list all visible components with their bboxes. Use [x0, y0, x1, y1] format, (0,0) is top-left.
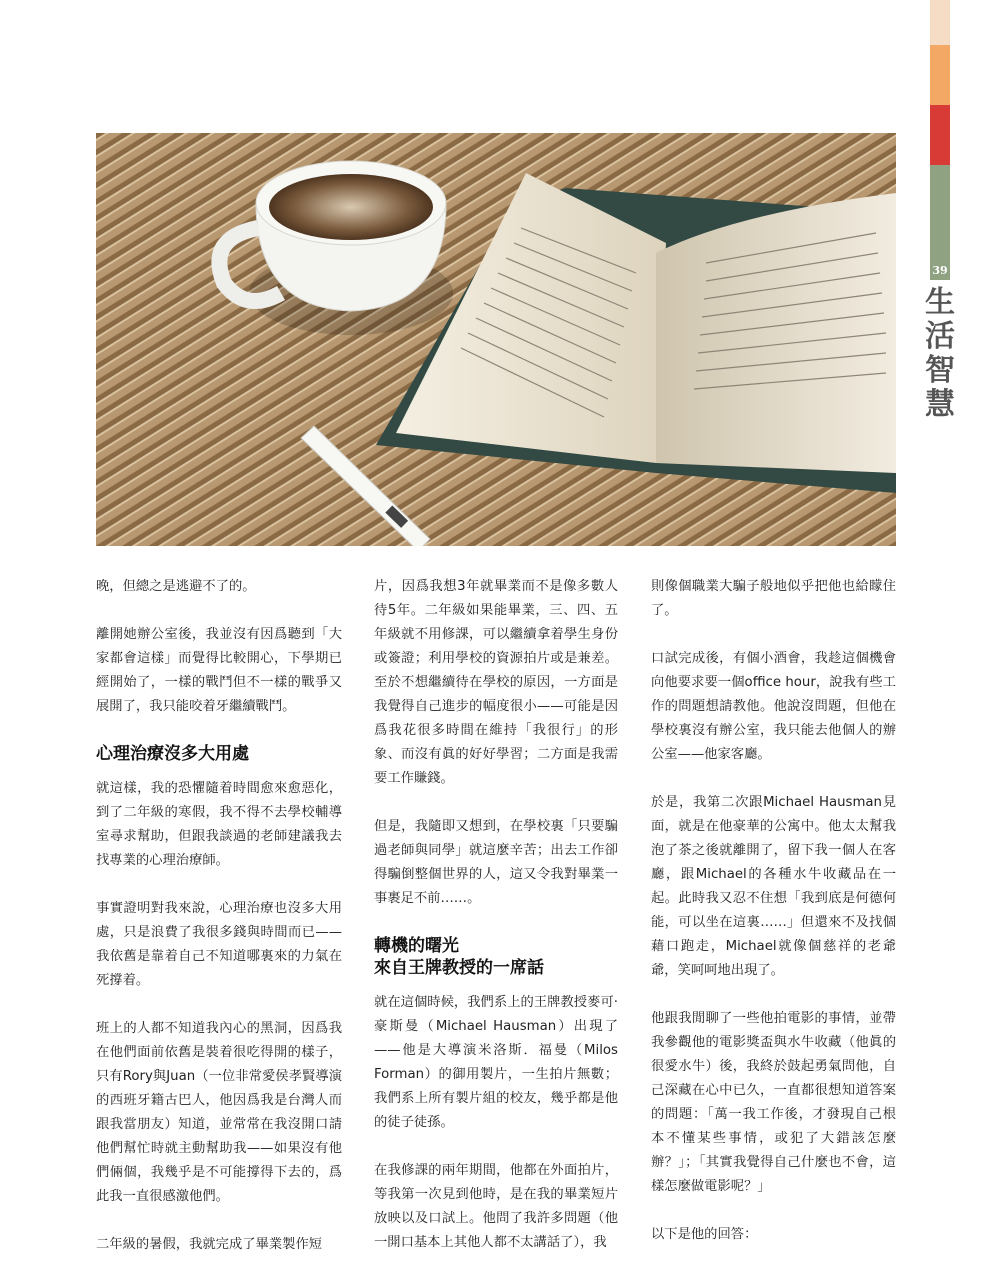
paragraph: 口試完成後，有個小酒會，我趁這個機會向他要求要一個office hour，說我有些工作的問題想請教他。他說沒問題，但他在學校裏沒有辦公室，我只能去他個人的辦公室——他家客廳。: [651, 651, 896, 762]
text-column-1: [96, 575, 342, 1257]
paragraph: 二年級的暑假，我就完成了畢業製作短: [96, 1237, 323, 1252]
text-column-3: [651, 575, 896, 1247]
color-tab-orange: [930, 45, 950, 105]
paragraph: 就這樣，我的恐懼隨着時間愈來愈惡化，到了二年級的寒假，我不得不去學校輔導室尋求幫助，但跟我談過的老師建議我去找專業的心理治療師。: [96, 781, 342, 868]
text-column-2: [374, 575, 618, 1255]
paragraph: 以下是他的回答：: [651, 1227, 758, 1242]
section-title-vertical: [922, 286, 958, 422]
page-number: 39: [932, 263, 948, 277]
subheading-line: 來自王牌教授的一席話: [374, 958, 544, 978]
page-number-tab: [930, 260, 950, 280]
color-tab-red: [930, 105, 950, 165]
paragraph: 離開她辦公室後，我並沒有因爲聽到「大家都會這樣」而覺得比較開心，下學期已經開始了，一樣的戰鬥但不一樣的戰爭又展開了，我只能咬着牙繼續戰鬥。: [96, 627, 342, 714]
paragraph: 事實證明對我來說，心理治療也沒多大用處，只是浪費了我很多錢與時間而已——我依舊是靠着自己不知道哪裏來的力氣在死撐着。: [96, 901, 342, 988]
section-char: 智: [925, 353, 955, 388]
section-char: 慧: [925, 387, 955, 422]
subheading: [374, 935, 618, 979]
paragraph: 晚，但總之是逃避不了的。: [96, 579, 256, 594]
paragraph: 他跟我閒聊了一些他拍電影的事情，並帶我參觀他的電影獎盃與水牛收藏（他眞的很愛水牛）後，我終於鼓起勇氣問他，自己深藏在心中已久，一直都很想知道答案的問題：「萬一我工作後，才發現自己根本不懂某些事情，或犯了大錯該怎麼辦？」；「其實我覺得自己什麼也不會，這樣怎麼做電影呢？」: [651, 1011, 896, 1194]
section-char: 活: [925, 319, 955, 354]
hero-photo: [96, 133, 896, 546]
color-tab-peach: [930, 0, 950, 45]
paragraph: 但是，我隨即又想到，在學校裏「只要騙過老師與同學」就這麼辛苦；出去工作卻得騙倒整個世界的人，這又令我對畢業一事裹足不前……。: [374, 819, 618, 906]
paragraph: 在我修課的兩年期間，他都在外面拍片，等我第一次見到他時，是在我的畢業短片放映以及口試上。他問了我許多問題（他一開口基本上其他人都不太講話了），我: [374, 1163, 618, 1250]
paragraph: 班上的人都不知道我內心的黑洞，因爲我在他們面前依舊是裝着很吃得開的樣子，只有Rory與Juan（一位非常愛侯孝賢導演的西班牙籍古巴人，他因爲我是台灣人而跟我當朋友）知道，並常常在我沒開口請他們幫忙時就主動幫助我——如果沒有他們倆個，我幾乎是不可能撐得下去的，爲此我一直很感激他們。: [96, 1021, 342, 1204]
coffee-book-pen-illustration: [96, 133, 896, 546]
paragraph: 於是，我第二次跟Michael Hausman見面，就是在他豪華的公寓中。他太太幫我泡了茶之後就離開了，留下我一個人在客廳，跟Michael的各種水牛收藏品在一起。此時我又忍不住想「我到底是何德何能，可以坐在這裏……」但還來不及找個藉口跑走，Michael就像個慈祥的老爺爺，笑呵呵地出現了。: [651, 795, 896, 978]
section-char: 生: [925, 285, 955, 320]
subheading-line: 轉機的曙光: [374, 936, 459, 956]
color-tab-green: [930, 165, 950, 260]
paragraph: 則像個職業大騙子般地似乎把他也給矇住了。: [651, 579, 896, 618]
paragraph: 就在這個時候，我們系上的王牌教授麥可·豪斯曼（Michael Hausman）出現了——他是大導演米洛斯．福曼（Milos Forman）的御用製片，一生拍片無數；我們系上所有製片組的校友，幾乎都是他的徒子徒孫。: [374, 995, 618, 1130]
subheading: 心理治療沒多大用處: [96, 744, 249, 764]
paragraph: 片，因爲我想3年就畢業而不是像多數人待5年。二年級如果能畢業，三、四、五年級就不用修課，可以繼續拿着學生身份或簽證；利用學校的資源拍片或是兼差。至於不想繼續待在學校的原因，一方面是我覺得自己進步的幅度很小——可能是因爲我花很多時間在維持「我很行」的形象、而沒有眞的好好學習；二方面是我需要工作賺錢。: [374, 579, 618, 786]
